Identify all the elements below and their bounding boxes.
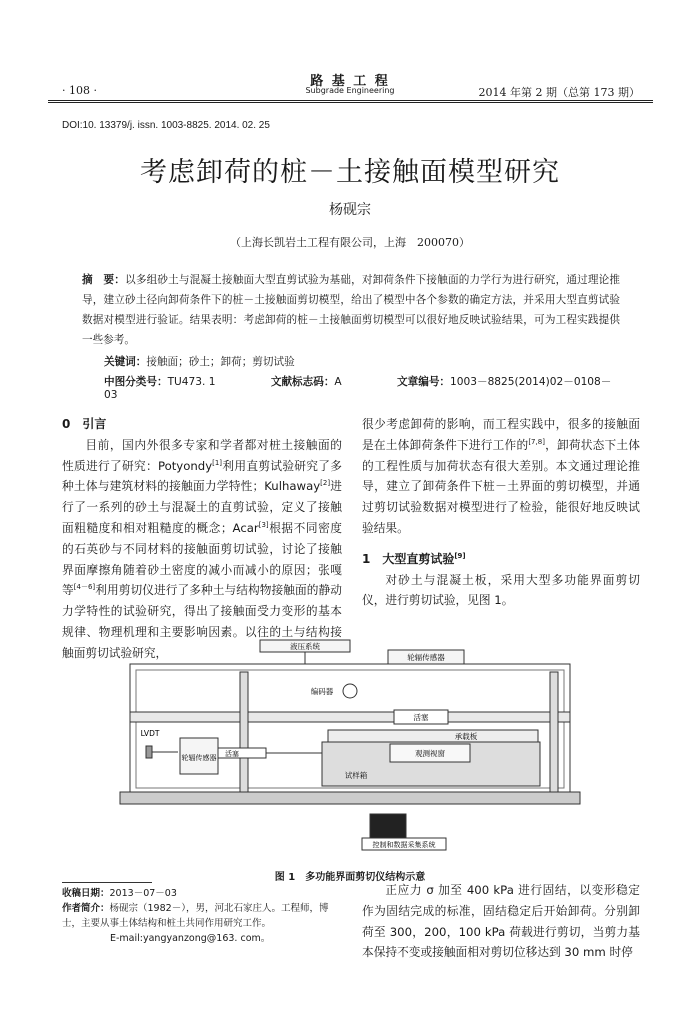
base-plate — [120, 792, 580, 804]
doi: DOI:10. 13379/j. issn. 1003-8825. 2014. 02. 25 — [62, 120, 270, 131]
paper-title: 考虑卸荷的桩－土接触面模型研究 — [140, 157, 560, 188]
load-plate — [328, 730, 538, 742]
left-column-post — [240, 672, 248, 792]
issue-info: 2014 年第 2 期（总第 173 期） — [478, 86, 640, 99]
citation: [2] — [320, 479, 331, 488]
lvdt-probe — [146, 746, 152, 758]
received-line — [62, 886, 342, 901]
encoder-wheel — [343, 684, 357, 698]
label-encoder: 编码器 — [310, 687, 334, 696]
left-column — [62, 414, 342, 664]
abstract-text: 以多组砂土与混凝土接触面大型直剪试验为基础，对卸荷条件下接触面的力学行为进行研究，通过理论推导，建立砂土径向卸荷条件下的桩－土接触面剪切模型，给出了模型中各个参数的确定方法，并采用大型直剪试验数据对模型进行验证。结果表明：考虑卸荷的桩－土接触面剪切模型可以很好地反映试验结果，可为工程实践提供一些参考。 — [82, 274, 621, 346]
affiliation: （上海长凯岩土工程有限公司，上海 200070） — [230, 236, 470, 249]
page-number: · 108 · — [62, 84, 97, 97]
label-sample-box: 试样箱 — [344, 771, 368, 780]
keywords — [104, 354, 295, 369]
classification-row — [104, 374, 624, 401]
label-hydraulic: 液压系统 — [290, 642, 320, 651]
text-run: 根据不同密度的石英砂与不同材料的接触面剪切试验，讨论了接触界面摩擦角随着砂土密度的减小而减小的原因；张嘎等 — [62, 520, 342, 598]
header-rule-2 — [48, 102, 653, 103]
article-value: 1003－8825(2014)02－0108－03 — [104, 376, 612, 401]
label-top-piston: 活塞 — [413, 713, 429, 722]
citation: [9] — [454, 551, 466, 560]
author: 杨砚宗 — [329, 202, 371, 218]
label-lvdt: LVDT — [140, 729, 160, 738]
bottom-right-paragraph — [362, 880, 640, 963]
footnote — [62, 886, 342, 946]
label-window: 观测视窗 — [415, 749, 445, 758]
section-1-heading — [362, 549, 640, 570]
received-label: 收稿日期： — [62, 888, 110, 899]
citation: [3] — [258, 521, 269, 530]
label-left-piston: 活塞 — [225, 750, 239, 758]
clc-value: TU473. 1 — [167, 376, 216, 388]
author-bio: 杨砚宗（1982－），男，河北石家庄人。工程师，博士，主要从事土体结构和桩土共同作用研究工作。 — [62, 903, 329, 929]
computer-icon — [370, 814, 406, 838]
section-1-paragraph: 对砂土与混凝土板，采用大型多功能界面剪切仪，进行剪切试验，见图 1。 — [362, 572, 640, 608]
figure-caption: 图 1 多功能界面剪切仪结构示意 — [274, 872, 426, 883]
text-run: 进行了一系列的砂土与混凝土的直剪试验，定义了接触面粗糙度和相对粗糙度的概念；Acar — [62, 479, 342, 535]
journal-name-en: Subgrade Engineering — [305, 86, 395, 95]
section-0-paragraph — [62, 435, 342, 664]
text-run: 1 大型直剪试验 — [362, 551, 455, 566]
section-0-heading: 0 引言 — [62, 417, 107, 431]
continued-paragraph — [362, 414, 640, 539]
author-bio-line — [62, 901, 342, 931]
label-left-sensor: 轮辐传感器 — [181, 754, 217, 762]
label-top-sensor: 轮辐传感器 — [407, 653, 445, 662]
footnote-rule — [62, 882, 152, 883]
text-run: 利用剪切仪进行了多种土与结构物接触面的静动力学特性的试验研究，得出了接触面受力变形的基本规律、物理机理和主要影响因素。以往的土与结构接触面剪切试验研究， — [62, 583, 342, 660]
abstract-label: 摘 要： — [82, 274, 126, 286]
cross-beam — [130, 712, 570, 722]
article-label: 文章编号： — [397, 376, 451, 388]
continued-text: 正应力 σ 加至 400 kPa 进行固结，以变形稳定作为固结完成的标准，固结稳定后开始卸荷。分别卸荷至 300，200，100 kPa 荷载进行剪切，当剪力基本保持不变或接触面相对剪切位移达到 30 mm 时停 — [362, 883, 640, 960]
citation: [1] — [212, 458, 223, 467]
clc-label: 中图分类号： — [104, 376, 168, 388]
label-load-plate: 承载板 — [454, 732, 478, 741]
figure-1-diagram — [100, 632, 600, 857]
label-daq: 控制和数据采集系统 — [372, 841, 436, 849]
author-email: E-mail:yangyanzong@163. com。 — [110, 933, 271, 944]
keywords-text: 接触面；砂土；卸荷；剪切试验 — [146, 356, 295, 368]
author-bio-label: 作者简介： — [62, 903, 110, 914]
right-column — [362, 414, 640, 611]
citation: [7,8] — [528, 437, 545, 446]
text-run: ，卸荷状态下土体的工程性质与加荷状态有很大差别。本文通过理论推导，建立了卸荷条件下桩－土界面的剪切模型，并通过剪切试验数据对模型进行了检验，能很好地反映试验结果。 — [362, 437, 640, 535]
abstract — [82, 270, 620, 350]
doc-value: A — [334, 376, 342, 388]
text-run: 利用直剪试验研究了多种土体与建筑材料的接触面力学特性；Kulhaway — [62, 458, 342, 494]
journal-name: 路 基 工 程 — [310, 74, 390, 89]
header-rule — [48, 100, 653, 101]
keywords-label: 关键词： — [104, 356, 147, 368]
received-date: 2013－07－03 — [109, 888, 177, 899]
right-column-post — [550, 672, 558, 792]
citation: [4－6] — [73, 583, 96, 592]
doc-label: 文献标志码： — [270, 376, 335, 388]
text-run: 目前，国内外很多专家和学者都对桩土接触面的性质进行了研究：Potyondy — [62, 437, 342, 473]
text-run: 很少考虑卸荷的影响，而工程实践中，很多的接触面是在土体卸荷条件下进行工作的 — [362, 417, 640, 452]
